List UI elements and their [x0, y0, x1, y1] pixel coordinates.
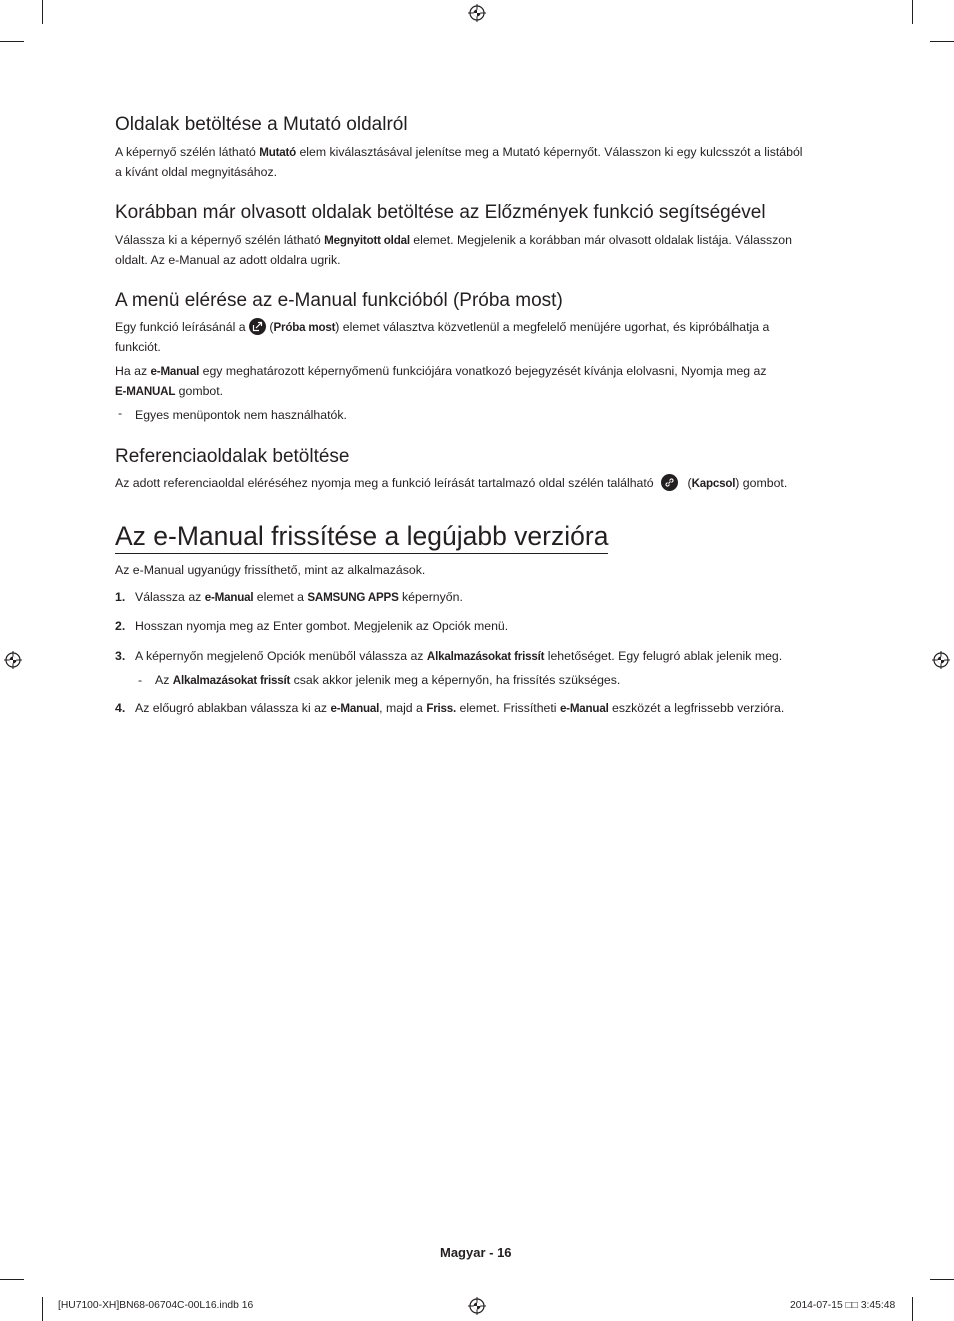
crop-mark	[930, 41, 954, 42]
step-text: Hosszan nyomja meg az Enter gombot. Megjelenik az Opciók menü.	[135, 619, 509, 633]
section-heading: Korábban már olvasott oldalak betöltése az Előzmények funkció segítségével	[115, 202, 766, 223]
keyword: Kapcsol	[691, 477, 736, 490]
section-paragraph: A képernyő szélén látható Mutató elem kiválasztásával jelenítse meg a Mutató képernyőt. Válasszon ki egy kulcsszót a listából a kívánt oldal megnyitásához.	[115, 145, 803, 179]
note-text: Egyes menüpontok nem használhatók.	[135, 408, 347, 422]
crop-mark	[0, 1279, 24, 1280]
try-now-icon	[249, 318, 266, 335]
keyword: E-MANUAL	[115, 384, 176, 398]
registration-mark-icon	[932, 651, 950, 669]
step-number: 3.	[115, 649, 126, 663]
step-number: 2.	[115, 619, 126, 633]
section-heading: A menü elérése az e-Manual funkcióból (Próba most)	[115, 290, 563, 311]
note-text: Az Alkalmazásokat frissít csak akkor jelenik meg a képernyőn, ha frissítés szükséges.	[155, 673, 621, 687]
link-icon	[661, 474, 678, 491]
page-number: Magyar - 16	[440, 1245, 512, 1260]
note-dash: -	[138, 673, 143, 687]
keyword: e-Manual	[150, 365, 200, 378]
registration-mark-icon	[4, 651, 22, 669]
crop-mark	[912, 1297, 913, 1321]
keyword: Próba most	[273, 321, 336, 334]
step-number: 4.	[115, 701, 126, 715]
note-dash: -	[118, 406, 123, 420]
crop-mark	[912, 0, 913, 24]
section-paragraph: Válassza ki a képernyő szélén látható Megnyitott oldal elemet. Megjelenik a korábban már olvasott oldalak listája. Válasszon oldalt. Az e-Manual az adott oldalra ugrik.	[115, 233, 792, 267]
crop-mark	[42, 1297, 43, 1321]
intro-text: Az e-Manual ugyanúgy frissíthető, mint az alkalmazások.	[115, 563, 426, 577]
section-heading: Oldalak betöltése a Mutató oldalról	[115, 114, 408, 135]
registration-mark-icon	[468, 4, 486, 22]
keyword: Megnyitott oldal	[324, 234, 410, 247]
step-text: A képernyőn megjelenő Opciók menüből válassza az Alkalmazásokat frissít lehetőséget. Egy felugró ablak jelenik meg.	[135, 649, 783, 663]
crop-mark	[42, 0, 43, 24]
step-text: Válassza az e-Manual elemet a SAMSUNG APPS képernyőn.	[135, 590, 463, 604]
section-heading: Referenciaoldalak betöltése	[115, 446, 350, 467]
section-paragraph: Ha az e-Manual egy meghatározott képernyőmenü funkciójára vonatkozó bejegyzését kívánja elolvasni, Nyomja meg az E-MANUAL gombot.	[115, 364, 767, 398]
section-paragraph: Egy funkció leírásánál a (Próba most) elemet választva közvetlenül a megfelelő menüjére ugorhat, és kipróbálhatja a funkciót.	[115, 320, 770, 354]
step-number: 1.	[115, 590, 126, 604]
crop-mark	[0, 41, 24, 42]
crop-mark	[930, 1279, 954, 1280]
page-title: Az e-Manual frissítése a legújabb verzióra	[115, 520, 608, 554]
file-info: [HU7100-XH]BN68-06704C-00L16.indb 16	[58, 1300, 254, 1311]
registration-mark-icon	[468, 1297, 486, 1315]
keyword: Mutató	[259, 146, 297, 159]
date-info: 2014-07-15 □□ 3:45:48	[790, 1300, 896, 1311]
step-text: Az előugró ablakban válassza ki az e-Manual, majd a Friss. elemet. Frissítheti e-Manual eszközét a legfrissebb verzióra.	[135, 701, 785, 715]
section-paragraph: Az adott referenciaoldal eléréséhez nyomja meg a funkció leírását tartalmazó oldal szélén található (Kapcsol) gombot.	[115, 476, 788, 490]
